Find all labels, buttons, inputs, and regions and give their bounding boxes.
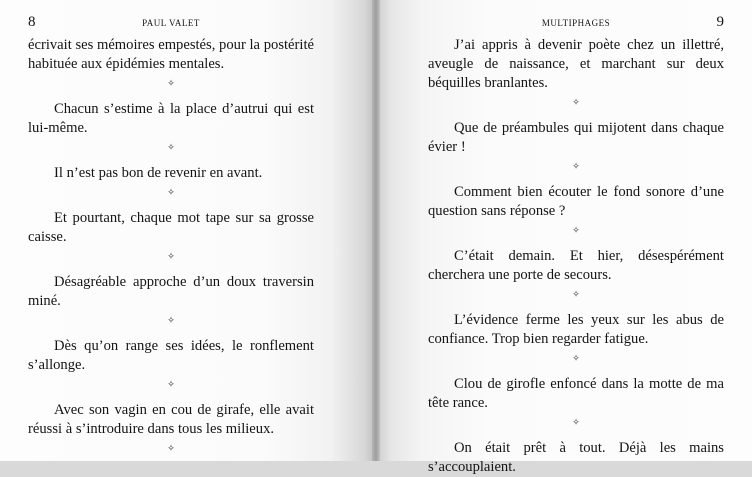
left-paragraph: Chacun s’estime à la place d’autrui qui est lui-même. — [28, 101, 314, 136]
left-paragraph: Désagréable approche d’un doux traversin miné. — [28, 274, 314, 309]
left-paragraph: Avec son vagin en cou de girafe, elle avait réussi à s’introduire dans tous les milieux. — [28, 402, 314, 437]
separator-ornament-icon: ✧ — [572, 161, 580, 171]
left-page — [0, 0, 376, 461]
right-running-head: MULTIPHAGES — [541, 18, 611, 28]
right-paragraph: Comment bien écouter le fond sonore d’une question sans réponse ? — [428, 184, 724, 219]
separator-ornament-icon: ✧ — [572, 417, 580, 427]
right-paragraph: C’était demain. Et hier, désespérément cherchera une porte de secours. — [428, 248, 724, 283]
left-page-body — [28, 36, 314, 459]
separator-ornament-icon: ✧ — [167, 379, 175, 389]
separator-ornament-icon: ✧ — [572, 353, 580, 363]
right-page-header — [428, 14, 724, 36]
separator-ornament-icon: ✧ — [572, 97, 580, 107]
separator-ornament-icon: ✧ — [572, 289, 580, 299]
left-page-number: 8 — [28, 14, 36, 30]
separator-ornament-icon: ✧ — [572, 225, 580, 235]
right-paragraph: Clou de girofle enfoncé dans la motte de ma tête rance. — [428, 376, 724, 411]
separator-ornament-icon: ✧ — [167, 315, 175, 325]
right-page-number: 9 — [716, 14, 724, 30]
right-paragraph: J’ai appris à devenir poète chez un illettré, aveugle de naissance, et marchant sur deux béquilles branlantes. — [428, 37, 724, 91]
book-gutter — [372, 0, 380, 461]
separator-ornament-icon: ✧ — [167, 187, 175, 197]
separator-ornament-icon: ✧ — [167, 251, 175, 261]
right-paragraph: L’évidence ferme les yeux sur les abus de confiance. Trop bien regarder fatigue. — [428, 312, 724, 347]
separator-ornament-icon: ✧ — [167, 443, 175, 453]
right-paragraph: On était prêt à tout. Déjà les mains s’accouplaient. — [428, 440, 724, 475]
left-running-head: PAUL VALET — [142, 18, 200, 28]
left-paragraph: Et pourtant, chaque mot tape sur sa grosse caisse. — [28, 210, 314, 245]
separator-ornament-icon: ✧ — [167, 78, 175, 88]
right-page — [376, 0, 752, 475]
right-page-body — [428, 36, 724, 477]
right-paragraph: Que de préambules qui mijotent dans chaque évier ! — [428, 120, 724, 155]
left-paragraph: écrivait ses mémoires empestés, pour la postérité habituée aux épidémies mentales. — [28, 37, 314, 72]
left-paragraph: Il n’est pas bon de revenir en avant. — [54, 165, 263, 181]
left-paragraph: Dès qu’on range ses idées, le ronflement s’allonge. — [28, 338, 314, 373]
separator-ornament-icon: ✧ — [167, 142, 175, 152]
left-page-header — [28, 14, 314, 36]
